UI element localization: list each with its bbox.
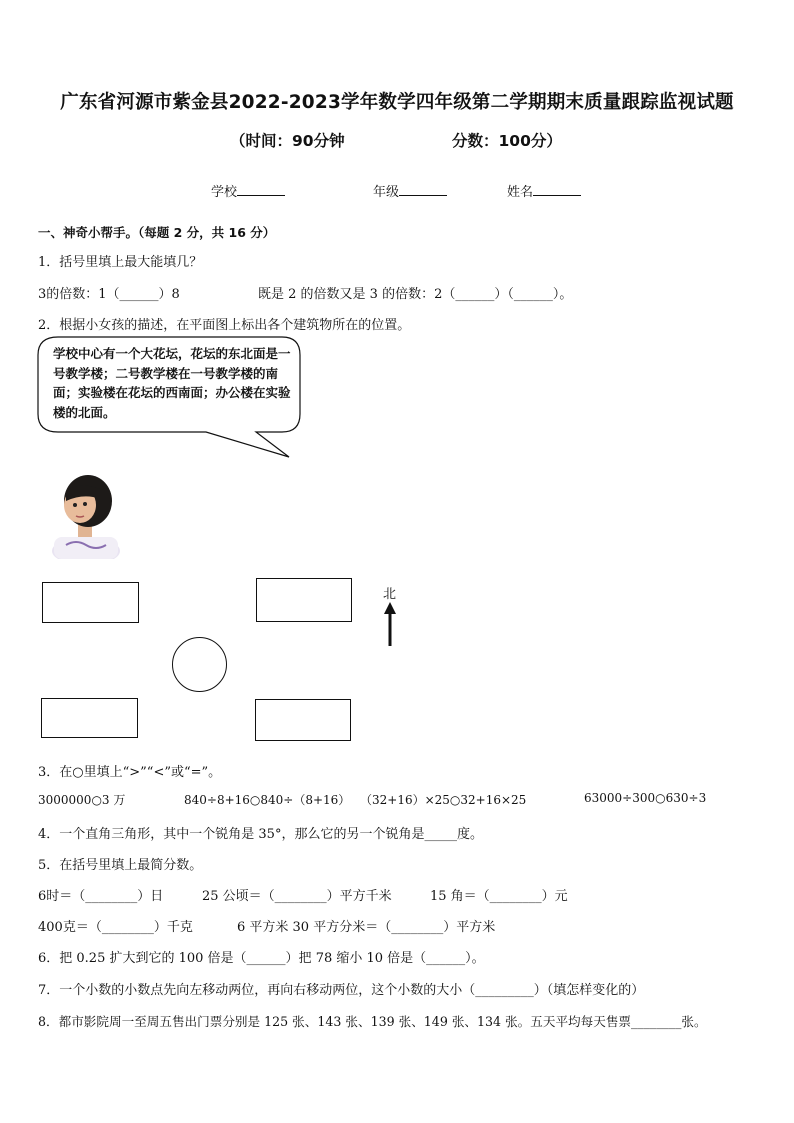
compare-item-4: 63000÷300○630÷3 <box>584 791 707 805</box>
grade-field <box>373 181 447 200</box>
question-5: 5．在括号里填上最简分数。 <box>38 858 203 873</box>
q5-item-jiao: 15 角＝（________）元 <box>430 889 568 904</box>
score-label: 分数：100分） <box>452 132 562 150</box>
north-label: 北 <box>383 587 397 602</box>
question-2: 2．根据小女孩的描述，在平面图上标出各个建筑物所在的位置。 <box>38 318 411 333</box>
building-box-northwest[interactable] <box>42 582 139 623</box>
question-7: 7．一个小数的小数点先向左移动两位，再向右移动两位，这个小数的大小（_________）（填怎样变化的） <box>38 983 645 998</box>
building-box-southwest[interactable] <box>41 698 138 738</box>
girl-image <box>44 467 128 559</box>
question-1-part-a: 3的倍数：1（______）8 <box>38 287 180 302</box>
name-label: 姓名 <box>507 185 534 200</box>
q5-item-grams: 400克＝（________）千克 <box>38 920 193 935</box>
section-heading: 一、神奇小帮手。（每题 2 分，共 16 分） <box>38 225 276 240</box>
question-1-part-b: 既是 2 的倍数又是 3 的倍数：2（______）（______）。 <box>258 287 573 302</box>
q5-item-hectare: 25 公顷＝（________）平方千米 <box>202 889 392 904</box>
compare-item-1: 3000000○3 万 <box>38 793 126 807</box>
school-blank[interactable] <box>237 183 285 196</box>
q5-item-area: 6 平方米 30 平方分米＝（________）平方米 <box>237 920 496 935</box>
name-blank[interactable] <box>533 183 581 196</box>
bubble-text: 学校中心有一个大花坛，花坛的东北面是一号教学楼；二号教学楼在一号教学楼的南面；实验楼在花坛的西南面；办公楼在实验楼的北面。 <box>53 346 291 420</box>
school-field <box>211 181 285 200</box>
exam-title: 广东省河源市紫金县2022-2023学年数学四年级第二学期期末质量跟踪监视试题 <box>60 92 734 113</box>
compare-item-3: （32+16）×25○32+16×25 <box>360 793 527 807</box>
q5-item-hours: 6时＝（________）日 <box>38 889 164 904</box>
name-field <box>507 181 581 200</box>
time-label: （时间：90分钟 <box>230 132 345 150</box>
school-label: 学校 <box>211 185 238 200</box>
flower-bed-circle[interactable] <box>172 637 227 692</box>
grade-blank[interactable] <box>399 183 447 196</box>
compare-item-2: 840÷8+16○840÷（8+16） <box>184 793 351 807</box>
question-1: 1．括号里填上最大能填几？ <box>38 255 203 270</box>
building-box-northeast[interactable] <box>256 578 352 622</box>
grade-label: 年级 <box>373 185 400 200</box>
question-6: 6．把 0.25 扩大到它的 100 倍是（______）把 78 缩小 10 倍是（______）。 <box>38 951 485 966</box>
question-8: 8．都市影院周一至周五售出门票分别是 125 张、143 张、139 张、149 张、134 张。五天平均每天售票________张。 <box>38 1014 707 1029</box>
question-3: 3．在○里填上“>”“<”或“=”。 <box>38 765 222 780</box>
question-4: 4．一个直角三角形，其中一个锐角是 35°，那么它的另一个锐角是_____度。 <box>38 827 483 842</box>
north-arrow-icon <box>383 602 397 646</box>
building-box-southeast[interactable] <box>255 699 351 741</box>
